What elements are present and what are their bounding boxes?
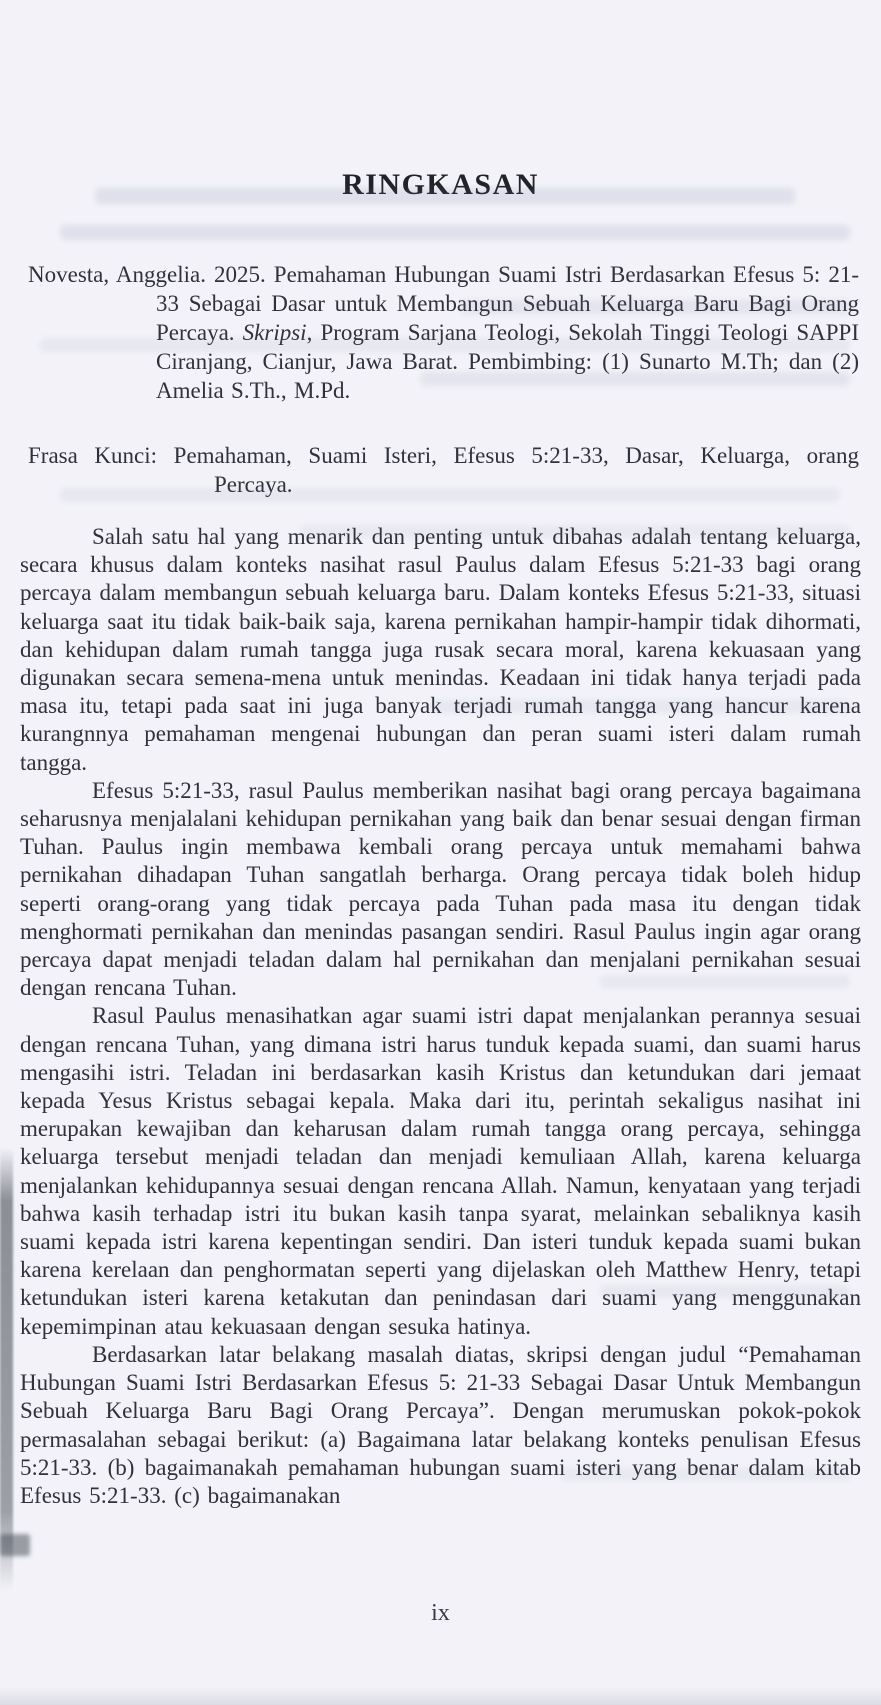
citation-text-continued: , Program Sarjana Teologi, Sekolah Tinggi Teologi SAPPI Ciranjang, Cianjur, Jawa Barat. Pembimbing: (1) Sunarto M.Th; dan (2) Amelia S.Th., M.Pd. <box>156 320 859 403</box>
abstract-paragraph: Rasul Paulus menasihatkan agar suami istri dapat menjalankan perannya sesuai dengan rencana Tuhan, yang dimana istri harus tunduk kepada suami, dan suami harus mengasihi istri. Teladan ini berdasarkan kasih Kristus dan ketundukan dari jemaat kepada Yesus Kristus sebagai kepala. Maka dari itu, perintah sekaligus nasihat ini merupakan kewajiban dan keharusan dalam rumah tangga orang percaya, sehingga keluarga tersebut menjadi teladan dan menjadi kemuliaan Allah, karena keluarga menjalankan kehidupannya sesuai dengan rencana Allah. Namun, kenyataan yang terjadi bahwa kasih terhadap istri itu bukan kasih tanpa syarat, melainkan sebaliknya kasih suami kepada istri karena kepentingan sendiri. Dan isteri tunduk kepada suami bukan karena kerelaan dan penghormatan seperti yang dijelaskan oleh Matthew Henry, tetapi ketundukan isteri karena ketakutan dan penindasan dari suami yang menggunakan kepemimpinan atau kekuasaan dengan sesuka hatinya. <box>20 1003 861 1339</box>
keywords-line: Frasa Kunci: Pemahaman, Suami Isteri, Efesus 5:21-33, Dasar, Keluarga, orang Percaya. <box>28 443 859 497</box>
thesis-citation <box>28 260 859 405</box>
page-title: RINGKASAN <box>342 168 539 201</box>
page-number: ix <box>431 1600 450 1626</box>
citation-italic-term: Skripsi <box>242 320 307 345</box>
abstract-paragraph: Efesus 5:21-33, rasul Paulus memberikan nasihat bagi orang percaya bagaimana seharusnya menjalalani kehidupan pernikahan yang baik dan benar sesuai dengan firman Tuhan. Paulus ingin membawa kembali orang percaya untuk memahami bahwa pernikahan dihadapan Tuhan sangatlah berharga. Orang percaya tidak boleh hidup seperti orang-orang yang tidak percaya pada Tuhan pada masa itu dengan tidak menghormati pernikahan dan menindas pasangan sendiri. Rasul Paulus ingin agar orang percaya dapat menjadi teladan dalam hal pernikahan dan menjalani pernikahan sesuai dengan rencana Tuhan. <box>20 777 861 1001</box>
abstract-paragraph: Berdasarkan latar belakang masalah diatas, skripsi dengan judul “Pemahaman Hubungan Suami Istri Berdasarkan Efesus 5: 21-33 Sebagai Dasar Untuk Membangun Sebuah Keluarga Baru Bagi Orang Percaya”. Dengan merumuskan pokok-pokok permasalahan sebagai berikut: (a) Bagaimana latar belakang konteks penulisan Efesus 5:21-33. (b) bagaimanakah pemahaman hubungan suami isteri yang benar dalam kitab Efesus 5:21-33. (c) bagaimanakan <box>20 1341 861 1508</box>
abstract-body <box>20 523 861 1510</box>
abstract-paragraph: Salah satu hal yang menarik dan penting untuk dibahas adalah tentang keluarga, secara khusus dalam konteks nasihat rasul Paulus dalam Efesus 5:21-33 bagi orang percaya dalam membangun sebuah keluarga baru. Dalam konteks Efesus 5:21-33, situasi keluarga saat itu tidak baik-baik saja, karena pernikahan hampir-hampir tidak dihormati, dan kehidupan dalam rumah tangga juga rusak secara moral, karena kekuasaan yang digunakan secara semena-mena untuk menindas. Keadaan ini tidak hanya terjadi pada masa itu, tetapi pada saat ini juga banyak terjadi rumah tangga yang hancur karena kurangnnya pemahaman mengenai hubungan dan peran suami isteri dalam rumah tangga. <box>20 524 861 775</box>
scan-edge-shadow <box>0 1148 13 1590</box>
scan-bottom-shade <box>0 1687 881 1705</box>
citation-text: Novesta, Anggelia. 2025. Pemahaman Hubungan Suami Istri Berdasarkan Efesus 5: 21-33 Sebagai Dasar untuk Membangun Sebuah Keluarga Baru Bagi Orang Percaya. <box>28 262 859 345</box>
scan-edge-blob <box>0 1534 30 1556</box>
